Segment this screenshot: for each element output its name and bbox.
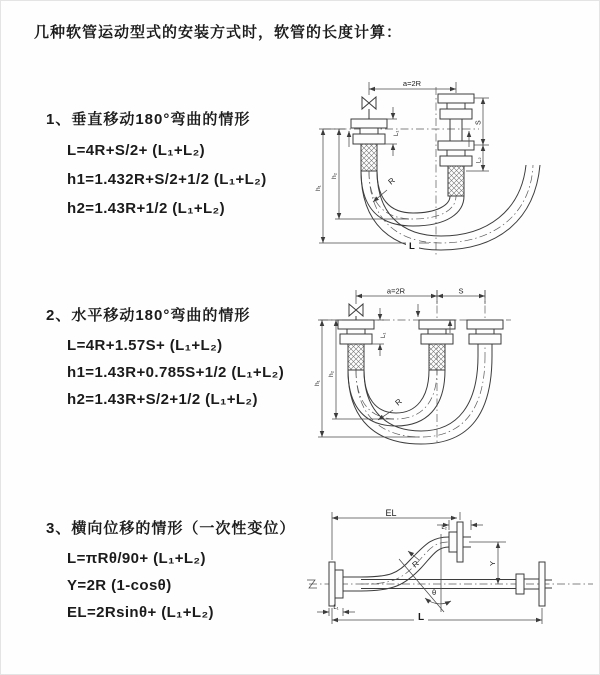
radius-label: R <box>386 175 397 187</box>
formula-line: EL=2Rsinθ+ (L₁+L₂) <box>67 604 214 621</box>
length-label-l: L <box>417 612 425 623</box>
hose-loop-position2 <box>348 356 492 444</box>
right-hose-fitting <box>467 320 503 356</box>
section-lateral-displacement <box>46 517 295 626</box>
dim-label-a2r: a=2R <box>402 79 422 88</box>
section-heading: 1、垂直移动180°弯曲的情形 <box>46 111 251 128</box>
dim-label-h1: h₁ <box>315 185 322 191</box>
angle-arc <box>425 598 451 604</box>
section-heading: 2、水平移动180°弯曲的情形 <box>46 307 251 324</box>
section-vertical-movement <box>46 108 267 223</box>
formula-line: L=πRθ/90+ (L₁+L₂) <box>67 550 206 567</box>
diagram-lateral-displacement <box>301 504 600 636</box>
formula-group <box>46 545 295 626</box>
formula-line: h2=1.43R+1/2 (L₁+L₂) <box>67 200 226 217</box>
dim-label-a2r: a=2R <box>386 286 406 296</box>
formula-line: h1=1.432R+S/2+1/2 (L₁+L₂) <box>67 171 267 188</box>
formula-line: L=4R+1.57S+ (L₁+L₂) <box>67 337 223 354</box>
dim-label-s: S <box>458 286 464 296</box>
upper-right-flange <box>449 522 471 562</box>
braided-hose-section <box>361 144 377 171</box>
right-hose-fitting-lower <box>438 141 474 166</box>
formula-line: L=4R+S/2+ (L₁+L₂) <box>67 142 206 159</box>
valve-icon <box>362 97 376 119</box>
valve-icon <box>349 304 363 320</box>
dim-label-l1: L₁ <box>394 130 400 136</box>
left-hose-fitting <box>351 119 387 171</box>
length-label-l: L <box>409 241 415 252</box>
diagram-horizontal-180-bend <box>306 284 596 452</box>
right-hose-fitting-upper <box>438 94 474 119</box>
radius-label: R <box>393 396 404 408</box>
angle-label-theta: θ <box>432 588 437 597</box>
extension-lines <box>356 290 485 304</box>
formula-line: h1=1.43R+0.785S+1/2 (L₁+L₂) <box>67 364 285 381</box>
formula-line: h2=1.43R+S/2+1/2 (L₁+L₂) <box>67 391 258 408</box>
formula-group <box>46 332 284 413</box>
dim-label-h1: h₁ <box>314 380 321 386</box>
dim-label-h2: h₂ <box>331 172 338 179</box>
hose-displaced-position <box>361 537 449 591</box>
page-title: 几种软管运动型式的安装方式时，软管的长度计算： <box>34 24 403 41</box>
left-hose-fitting <box>338 320 374 370</box>
diagram-vertical-180-bend <box>309 73 595 261</box>
formula-line: Y=2R (1-cosθ) <box>67 577 172 594</box>
dim-label-s: S <box>475 120 483 125</box>
radius-label: R <box>410 558 421 570</box>
dim-label-l2: L₂ <box>476 157 483 163</box>
dim-label-l2: L₂ <box>441 525 447 531</box>
braided-hose-section <box>448 166 464 196</box>
middle-hose-fitting <box>419 320 455 370</box>
section-horizontal-movement <box>46 304 284 413</box>
dim-label-y: Y <box>488 560 497 566</box>
dim-label-el: EL <box>385 508 397 518</box>
formula-group <box>46 136 267 223</box>
dim-label-h2: h₂ <box>328 370 335 377</box>
dim-label-l1: L₁ <box>381 332 387 338</box>
section-heading: 3、横向位移的情形（一次性变位） <box>46 520 296 537</box>
dim-label-l1: L₁ <box>333 605 339 611</box>
braided-hose-section <box>429 344 445 370</box>
pipe-section <box>450 119 462 141</box>
braided-hose-section <box>348 344 364 370</box>
extension-lines <box>332 608 542 624</box>
